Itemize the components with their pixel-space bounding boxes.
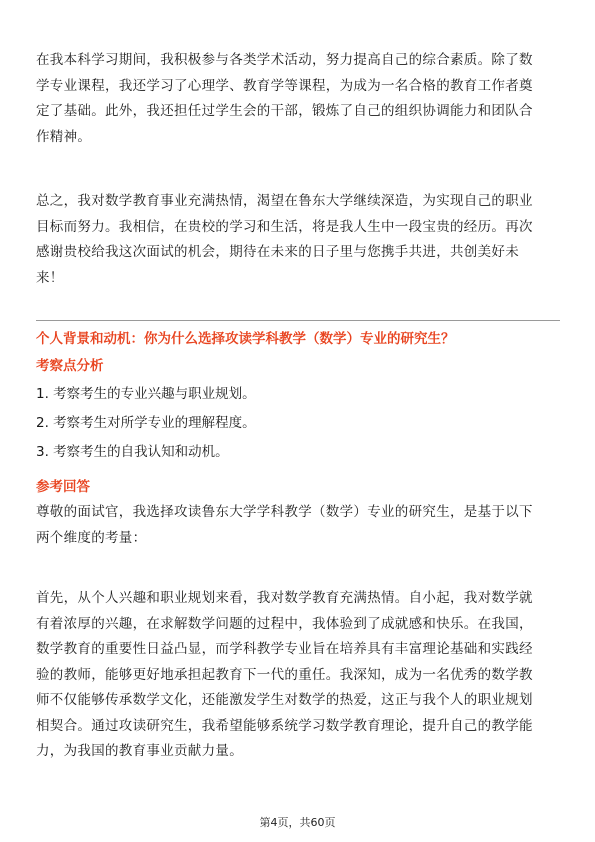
answer-body: 首先，从个人兴趣和职业规划来看，我对数学教育充满热情。自小起，我对数学就 有着浓厚的兴趣，在求解数学问题的过程中，我体验到了成就感和快乐。在我国， 数学教育的重要性日益凸显，而学科教学专业旨在培养具有丰富理论基础和实践经 验的教师，能够更好地承担起教育下一代的重任。我深知，成为一名优秀的数学教 师不仅能够传承数学文化，还能激发学生对数学的热爱，这正与我个人的职业规划 相契合。通过攻读研究生，我希望能够系统学习数学教育理论，提升自己的教学能 力，为我国的教育事业贡献力量。 bbox=[36, 590, 533, 759]
analysis-item-3: 3. 考察考生的自我认知和动机。 bbox=[36, 444, 229, 460]
analysis-label: 考察点分析 bbox=[36, 358, 104, 374]
page-number: 第4页，共60页 bbox=[259, 816, 336, 829]
section-divider bbox=[36, 320, 560, 321]
intro-paragraph-2: 总之，我对数学教育事业充满热情，渴望在鲁东大学继续深造，为实现自己的职业 目标而努力。我相信，在贵校的学习和生活，将是我人生中一段宝贵的经历。再次 感谢贵校给我这次面试的机会，期待在未来的日子里与您携手共进，共创美好未 来！ bbox=[36, 193, 533, 286]
analysis-item-2: 2. 考察考生对所学专业的理解程度。 bbox=[36, 415, 256, 431]
intro-paragraph-1: 在我本科学习期间，我积极参与各类学术活动，努力提高自己的综合素质。除了数 学专业课程，我还学习了心理学、教育学等课程，为成为一名合格的教育工作者奠 定了基础。此外，我还担任过学生会的干部，锻炼了自己的组织协调能力和团队合 作精神。 bbox=[36, 52, 533, 145]
analysis-item-1: 1. 考察考生的专业兴趣与职业规划。 bbox=[36, 386, 256, 402]
answer-intro: 尊敬的面试官，我选择攻读鲁东大学学科教学（数学）专业的研究生，是基于以下 两个维度的考量： bbox=[36, 504, 533, 546]
question-title: 个人背景和动机：你为什么选择攻读学科教学（数学）专业的研究生？ bbox=[36, 331, 455, 347]
answer-label: 参考回答 bbox=[36, 479, 90, 495]
